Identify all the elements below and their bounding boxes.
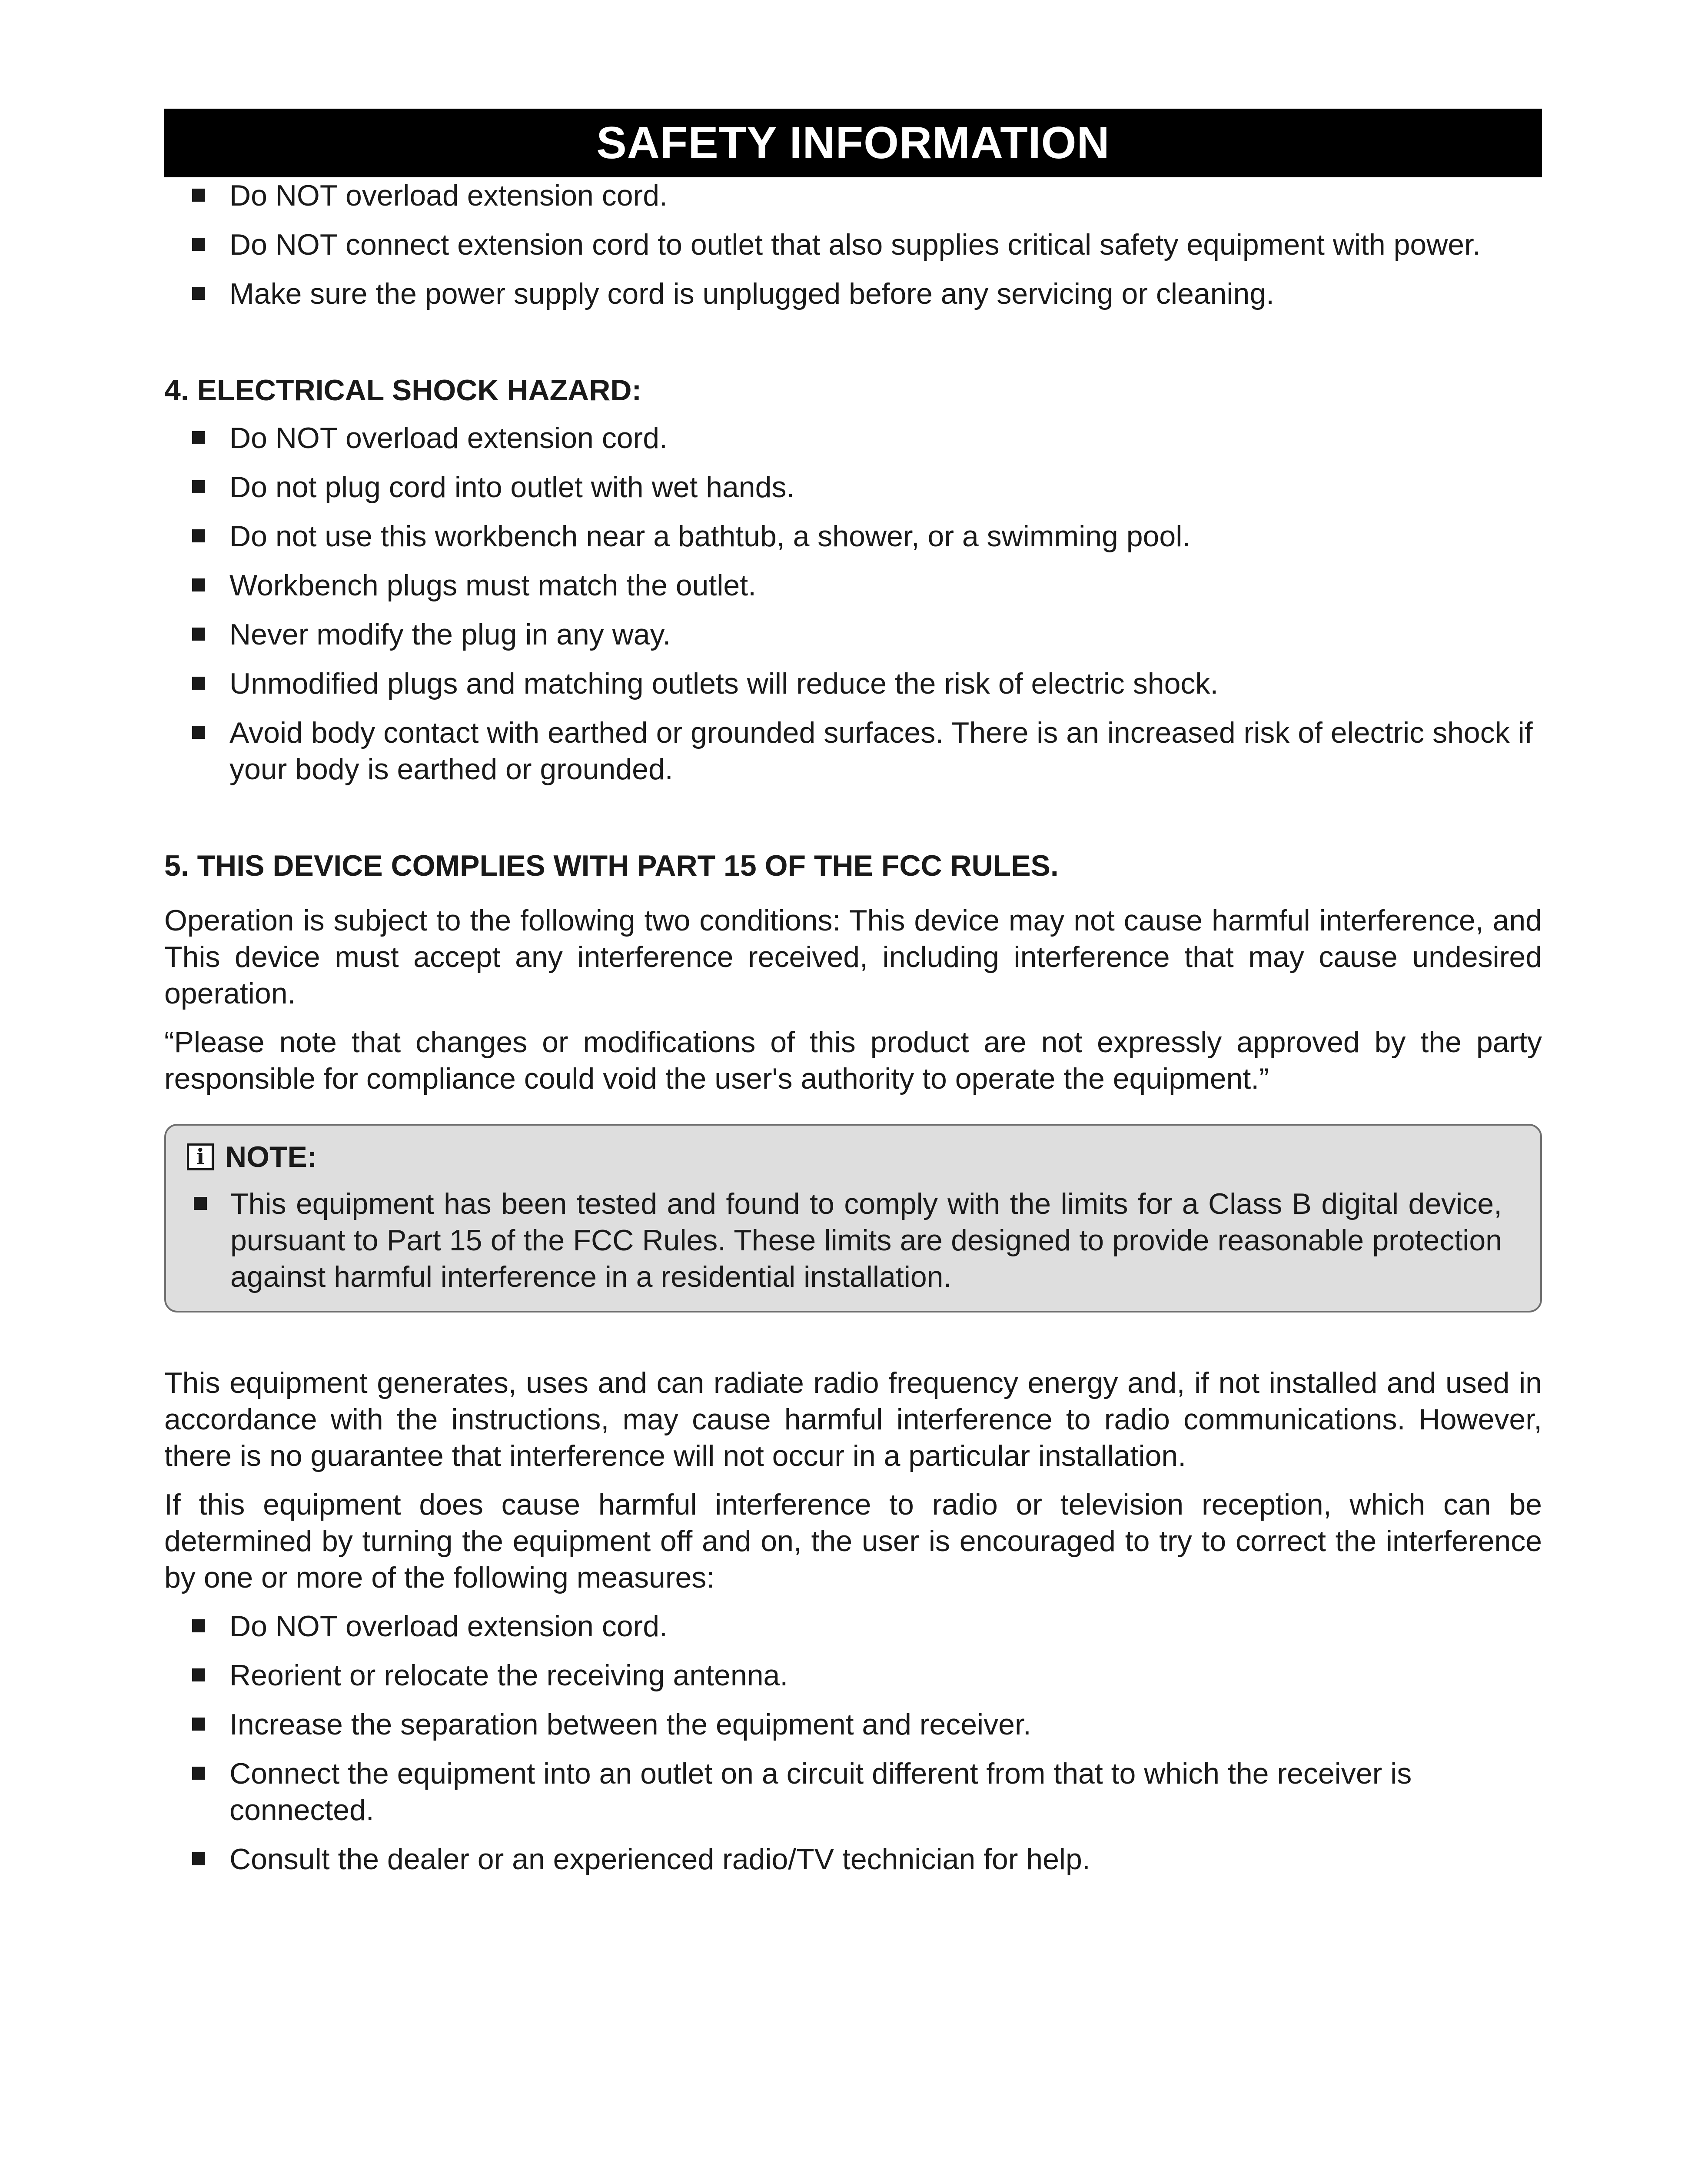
measures-intro-paragraph: If this equipment does cause harmful interference to radio or television reception, which can be determined by turning the equipment off and on, the user is encouraged to try to correct the interference by one or more of the following measures: [164, 1488, 1542, 1594]
measures-list [164, 1608, 1542, 1877]
list-item [164, 226, 1542, 263]
interference-text [164, 1365, 1542, 1596]
list-item [164, 567, 1542, 604]
bullet-square-icon [194, 1197, 207, 1210]
list-item [164, 518, 1542, 555]
list-item [187, 1186, 1502, 1295]
list-item-text: Reorient or relocate the receiving antenna. [229, 1659, 788, 1692]
bullet-square-icon [192, 628, 205, 641]
bullet-square-icon [192, 1619, 205, 1632]
note-box [164, 1124, 1542, 1312]
list-item [164, 420, 1542, 456]
section-heading-fcc: 5. THIS DEVICE COMPLIES WITH PART 15 OF THE FCC RULES. [164, 849, 1059, 882]
bullet-square-icon [192, 677, 205, 690]
interference-paragraph: This equipment generates, uses and can radiate radio frequency energy and, if not installed and used in accordance with the instructions, may cause harmful interference to radio communications. However, there is no guarantee that interference will not occur in a particular installation. [164, 1366, 1542, 1472]
bullet-square-icon [192, 578, 205, 591]
bullet-square-icon [192, 287, 205, 300]
list-item [164, 1608, 1542, 1645]
bullet-square-icon [192, 189, 205, 202]
list-item-text: Make sure the power supply cord is unplugged before any servicing or cleaning. [229, 277, 1275, 310]
note-label: NOTE: [225, 1140, 317, 1173]
bullet-square-icon [192, 431, 205, 444]
note-list [187, 1186, 1502, 1295]
list-item-text: Never modify the plug in any way. [229, 618, 671, 651]
bullet-square-icon [192, 726, 205, 739]
list-item [164, 665, 1542, 702]
bullet-square-icon [192, 529, 205, 542]
list-item [164, 1755, 1542, 1828]
bullet-square-icon [192, 1718, 205, 1731]
page-title: SAFETY INFORMATION [164, 109, 1542, 177]
list-item [164, 1706, 1542, 1743]
fcc-conditions-paragraph: Operation is subject to the following two conditions: This device may not cause harmful interference, and This device must accept any interference received, including interference that may cause undesired operation. [164, 904, 1542, 1010]
list-item [164, 714, 1542, 787]
electrical-shock-list [164, 420, 1542, 787]
list-item-text: Do NOT overload extension cord. [229, 179, 668, 212]
list-item-text: Do NOT overload extension cord. [229, 422, 668, 455]
list-item [164, 276, 1542, 312]
bullet-square-icon [192, 480, 205, 493]
bullet-square-icon [192, 1852, 205, 1865]
list-item [164, 1841, 1542, 1877]
note-header [187, 1139, 1502, 1175]
list-item-text: Do NOT connect extension cord to outlet that also supplies critical safety equipment with power. [229, 228, 1481, 261]
list-item [164, 469, 1542, 505]
list-item-text: Increase the separation between the equipment and receiver. [229, 1708, 1031, 1741]
list-item-text: Connect the equipment into an outlet on a circuit different from that to which the receiver is connected. [229, 1757, 1412, 1827]
list-item-text: Consult the dealer or an experienced radio/TV technician for help. [229, 1843, 1090, 1876]
list-item [164, 1657, 1542, 1694]
list-item [164, 616, 1542, 653]
list-item [164, 177, 1542, 214]
bullet-square-icon [192, 1668, 205, 1681]
info-icon: i [187, 1143, 214, 1170]
list-item-text: Avoid body contact with earthed or grounded surfaces. There is an increased risk of electric shock if your body is earthed or grounded. [229, 716, 1533, 786]
list-item-text: Do not plug cord into outlet with wet hands. [229, 471, 795, 504]
bullet-square-icon [192, 238, 205, 251]
document-page [164, 109, 1542, 1890]
section-heading-electrical-shock: 4. ELECTRICAL SHOCK HAZARD: [164, 374, 642, 407]
list-item-text: This equipment has been tested and found to comply with the limits for a Class B digital device, pursuant to Part 15 of the FCC Rules. These limits are designed to provide reasonable protection against harmful interference in a residential installation. [230, 1187, 1502, 1293]
fcc-modifications-paragraph: “Please note that changes or modifications of this product are not expressly approved by the party responsible for compliance could void the user's authority to operate the equipment.” [164, 1026, 1542, 1095]
bullet-square-icon [192, 1767, 205, 1780]
list-item-text: Do not use this workbench near a bathtub, a shower, or a swimming pool. [229, 520, 1191, 553]
list-item-text: Workbench plugs must match the outlet. [229, 569, 757, 602]
list-item-text: Do NOT overload extension cord. [229, 1610, 668, 1643]
intro-list [164, 177, 1542, 312]
list-item-text: Unmodified plugs and matching outlets will reduce the risk of electric shock. [229, 667, 1219, 700]
